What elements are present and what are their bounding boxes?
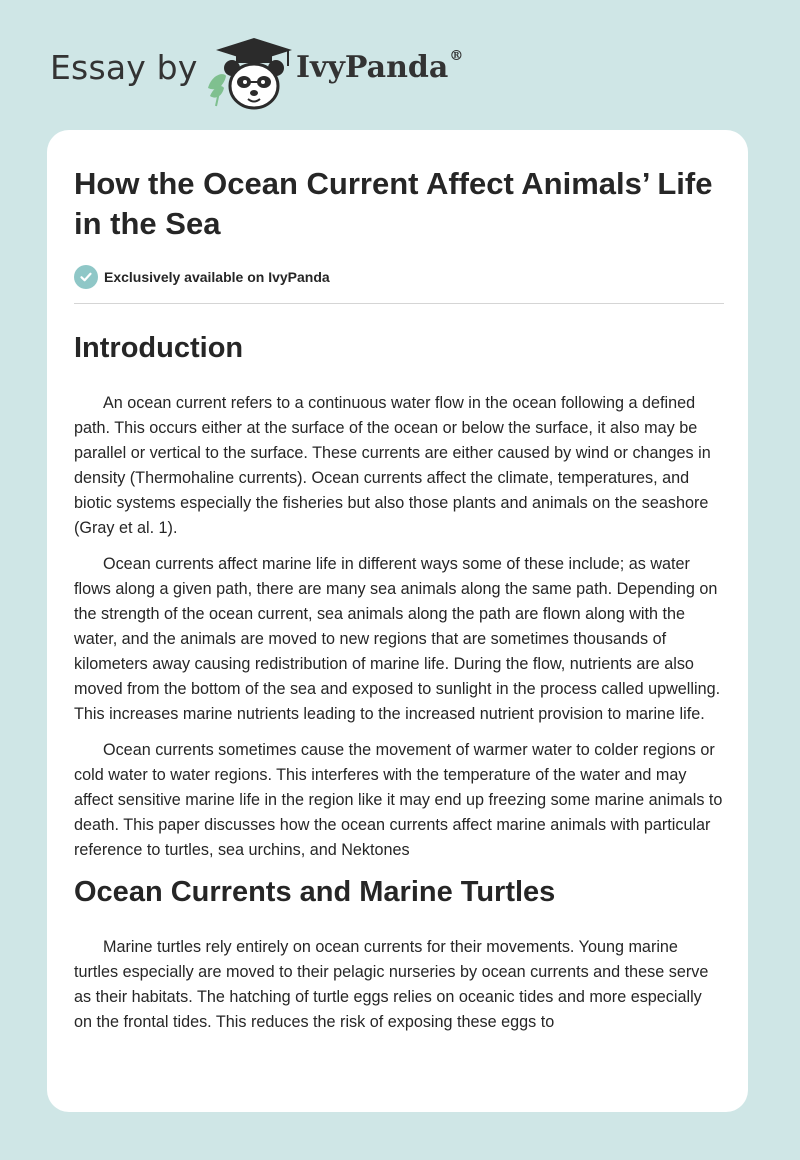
paragraph: An ocean current refers to a continuous water flow in the ocean following a defined path. This occurs either at the surface of the ocean or below the surface, it also may be parallel or vertical to the surface. These currents are either caused by wind or changes in density (Thermohaline currents). Ocean currents affect the climate, temperatures, and biotic systems especially the fisheries but also those plants and animals on the seashore (Gray et al. 1).: [74, 394, 711, 537]
availability-badge: [74, 264, 724, 290]
section-body-introduction: [74, 391, 724, 863]
registered-mark: ®: [449, 48, 464, 64]
essay-by-label: Essay by: [50, 48, 198, 87]
brand-name-text: IvyPanda: [296, 50, 449, 85]
paragraph: Ocean currents affect marine life in different ways some of these include; as water flows along a given path, there are many sea animals along the same path. Depending on the strength of the ocean current, sea animals along the path are flown along with the water, and the animals are moved to new regions that are sometimes thousands of kilometers away causing redistribution of marine life. During the flow, nutrients are also moved from the bottom of the sea and exposed to sunlight in the process called upwelling. This increases marine nutrients leading to the increased nutrient provision to marine life.: [74, 555, 721, 723]
divider: [74, 303, 724, 304]
paragraph: Marine turtles rely entirely on ocean currents for their movements. Young marine turtles especially are moved to their pelagic nurseries by ocean currents and these serve as their habitats. The hatching of turtle eggs relies on oceanic tides and more especially on the frontal tides. This reduces the risk of exposing these eggs to: [74, 938, 709, 1031]
site-header: [50, 32, 510, 112]
section-heading-introduction: Introduction: [74, 332, 244, 364]
paragraph: Ocean currents sometimes cause the movement of warmer water to colder regions or cold water to water regions. This interferes with the temperature of the water and may affect sensitive marine life in the region like it may end up freezing some marine animals to death. This paper discusses how the ocean currents affect marine animals with particular reference to turtles, sea urchins, and Nektones: [74, 741, 723, 859]
essay-content: [74, 164, 724, 1046]
checkmark-circle-icon: [74, 265, 98, 289]
essay-card: [47, 130, 748, 1112]
section-body-marine-turtles: [74, 935, 724, 1035]
panda-logo-icon[interactable]: [202, 36, 298, 112]
brand-name[interactable]: [296, 50, 463, 85]
availability-badge-text: Exclusively available on IvyPanda: [104, 269, 330, 285]
essay-title: How the Ocean Current Affect Animals’ Life in the Sea: [74, 166, 713, 241]
section-heading-marine-turtles: Ocean Currents and Marine Turtles: [74, 876, 556, 908]
